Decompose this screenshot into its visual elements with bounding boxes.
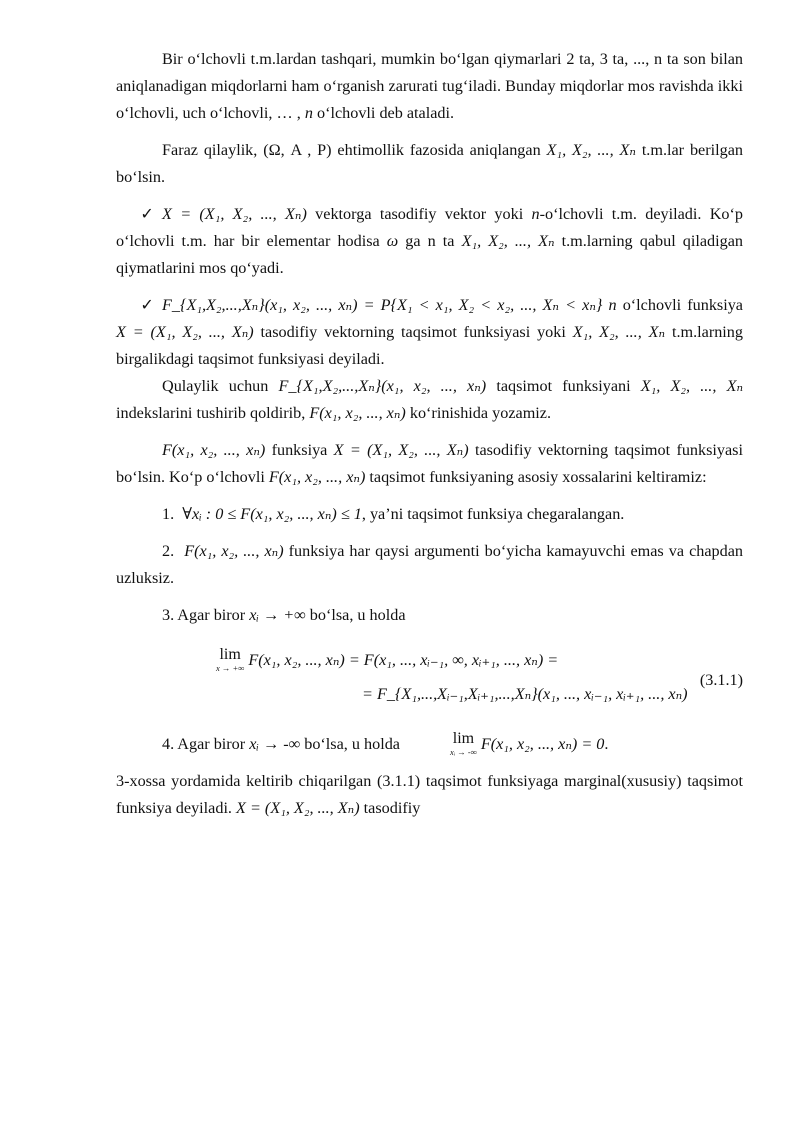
text: tasodifiy vektorning taqsimot funksiyasi yoki	[253, 323, 573, 341]
check-icon: ✓	[140, 296, 154, 314]
text: .	[604, 735, 609, 753]
bounded-formula: ∀xᵢ : 0 ≤ F(x₁, x₂, ..., xₙ) ≤ 1	[182, 505, 362, 523]
random-variables-formula: X₁, X₂, ..., Xₙ	[546, 141, 636, 159]
text: -o‘lchovli t.m. deyiladi. Ko‘p o‘lchovli t.m. har bir elementar hodisa	[116, 205, 743, 250]
limit-operator	[216, 647, 244, 673]
item-number: 2.	[162, 542, 175, 560]
text: taqsimot funksiyaning asosiy xossalarini keltiramiz:	[365, 468, 707, 486]
intro-text-end: o‘lchovli deb ataladi.	[312, 104, 455, 122]
variables-formula: X₁, X₂, ..., Xₙ	[461, 232, 555, 250]
check-icon: ✓	[140, 205, 154, 223]
variables-formula: X₁, X₂, ..., Xₙ	[640, 377, 744, 395]
limit-condition: xᵢ → +∞	[249, 606, 306, 624]
text: funksiya	[265, 441, 334, 459]
function-formula: F(x₁, x₂, ..., xₙ)	[309, 404, 406, 422]
random-vector-formula: X = (X₁, X₂, ..., Xₙ)	[162, 205, 307, 223]
text: 4. Agar biror	[162, 735, 250, 753]
text: ehtimollik fazosida aniqlangan	[331, 141, 547, 159]
text: funksiya har qaysi argumenti bo‘yicha kamayuvchi emas va chapdan uzluksiz.	[116, 542, 743, 587]
omega-symbol: ω	[386, 232, 399, 250]
text: vektorga tasodifiy vektor yoki	[306, 205, 532, 223]
text: ga n ta	[398, 232, 462, 250]
text: , ya’ni taqsimot funksiya chegaralangan.	[361, 505, 625, 523]
text: Qulaylik uchun	[162, 377, 279, 395]
vector-formula: X = (X₁, X₂, ..., Xₙ)	[116, 323, 254, 341]
marginal-paragraph	[116, 768, 743, 822]
text: t.m.lar berilgan bo‘lsin.	[116, 141, 743, 186]
property-2	[116, 538, 743, 592]
text: o‘lchovli funksiya	[616, 296, 743, 314]
probability-space-paragraph	[116, 137, 743, 191]
item-number: 1.	[162, 505, 175, 523]
lim-subscript: xᵢ → -∞	[450, 747, 477, 757]
limit-condition: xᵢ → -∞	[249, 735, 301, 753]
text: tasodifiy	[359, 799, 421, 817]
definition-distribution-function	[116, 292, 743, 373]
n-symbol: n	[608, 296, 617, 314]
equation-line-1	[216, 647, 558, 674]
n-symbol: n	[531, 205, 540, 223]
intro-n: n	[304, 104, 313, 122]
indexed-function-formula: F_{X₁,X₂,...,Xₙ}(x₁, x₂, ..., xₙ)	[278, 377, 487, 395]
property-4	[116, 731, 743, 758]
convenience-paragraph	[116, 373, 743, 427]
lim-word: lim	[219, 646, 241, 663]
properties-intro-paragraph	[116, 437, 743, 491]
text: 3. Agar biror	[162, 606, 250, 624]
lim-subscript: x → +∞	[216, 663, 245, 673]
vector-formula: X = (X₁, X₂, ..., Xₙ)	[236, 799, 360, 817]
text: t.m.larning birgalikdagi taqsimot funksiyasi deyiladi.	[116, 323, 743, 368]
function-formula: F(x₁, x₂, ..., xₙ)	[268, 468, 366, 486]
text: ko‘rinishida yozamiz.	[405, 404, 552, 422]
limit-operator	[404, 731, 477, 757]
probability-space-formula: (Ω, A , P)	[263, 141, 332, 159]
document-page	[116, 46, 743, 822]
limit-formula: F(x₁, x₂, ..., xₙ) = 0	[480, 735, 605, 753]
intro-paragraph	[116, 46, 743, 127]
intro-text: Bir o‘lchovli t.m.lardan tashqari, mumkin bo‘lgan qiymarlari 2 ta, 3 ta, ..., n ta son bilan aniqlanadigan miqdorlarni ham o‘rganish zarurati tug‘iladi. Bunday miqdorlar mos ravishda ikki o‘lchovli, uch o‘lchovli, … ,	[116, 50, 743, 122]
text: bo‘lsa, u holda	[300, 735, 405, 753]
definition-random-vector	[116, 201, 743, 282]
text: indekslarini tushirib qoldirib,	[116, 404, 310, 422]
equation-line-1-text: F(x₁, x₂, ..., xₙ) = F(x₁, ..., xᵢ₋₁, ∞, xᵢ₊₁, ..., xₙ) =	[248, 651, 559, 669]
equation-3-1-1	[116, 633, 743, 729]
text: Faraz qilaylik,	[162, 141, 264, 159]
function-formula: F(x₁, x₂, ..., xₙ)	[162, 441, 266, 459]
text: t.m.larning qabul qiladigan qiymatlarini mos qo‘yadi.	[116, 232, 743, 277]
property-1	[116, 501, 743, 528]
text: bo‘lsa, u holda	[305, 606, 406, 624]
lim-word: lim	[452, 730, 475, 747]
joint-distribution-formula: F_{X₁,X₂,...,Xₙ}(x₁, x₂, ..., xₙ) = P{X₁ < x₁, X₂ < x₂, ..., Xₙ < xₙ}	[162, 296, 603, 314]
text: 3-xossa yordamida keltirib chiqarilgan (3.1.1) taqsimot funksiyaga marginal(xususiy) taqsimot funksiya deyiladi.	[116, 772, 743, 817]
variables-formula: X₁, X₂, ..., Xₙ	[572, 323, 666, 341]
text: taqsimot funksiyani	[486, 377, 641, 395]
vector-formula: X = (X₁, X₂, ..., Xₙ)	[333, 441, 469, 459]
equation-number: (3.1.1)	[699, 671, 743, 689]
function-formula: F(x₁, x₂, ..., xₙ)	[184, 542, 284, 560]
equation-line-2: = F_{X₁,...,Xᵢ₋₁,Xᵢ₊₁,...,Xₙ}(x₁, ..., xᵢ₋₁, xᵢ₊₁, ..., xₙ)	[362, 685, 688, 703]
text: tasodifiy vektorning taqsimot funksiyasi bo‘lsin. Ko‘p o‘lchovli	[116, 441, 743, 486]
property-3	[116, 602, 743, 629]
